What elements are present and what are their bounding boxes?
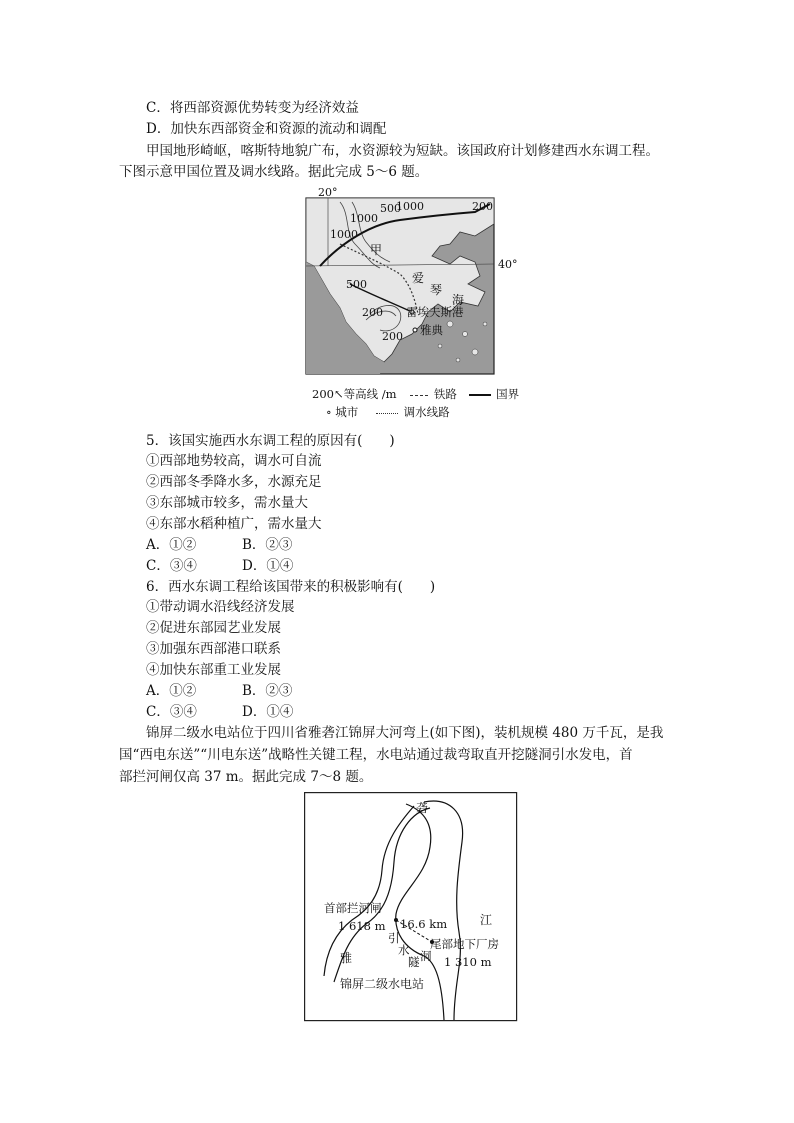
contour-label-8: 200 (382, 330, 403, 343)
port-label: 雷埃夫斯港 (406, 305, 464, 319)
legend-row-2 (326, 404, 450, 420)
q5-item-4: ④东部水稻种植广，需水量大 (146, 516, 322, 532)
q6-option-a[interactable]: A．①② (146, 683, 197, 699)
option-d-prev: D．加快东西部资金和资源的流动和调配 (146, 121, 387, 137)
contour-label-7: 200 (362, 306, 383, 319)
contour-label-5: 200 (472, 200, 493, 213)
option-c-prev: C．将西部资源优势转变为经济效益 (146, 100, 359, 116)
greece-map (300, 184, 526, 380)
border-icon (469, 394, 491, 396)
intro1-line1: 甲国地形崎岖，喀斯特地貌广布，水资源较为短缺。该国政府计划修建西水东调工程。 (146, 143, 659, 159)
legend-city: 城市 (335, 405, 359, 419)
q5-option-b[interactable]: B．②③ (242, 537, 293, 553)
q5-item-3: ③东部城市较多，需水量大 (146, 495, 308, 511)
q6-item-1: ①带动调水沿线经济发展 (146, 599, 295, 615)
sea-char-2: 琴 (430, 283, 443, 297)
q5-item-2: ②西部冬季降水多，水源充足 (146, 474, 322, 490)
contour-label-2: 1000 (330, 228, 358, 241)
q5-item-1: ①西部地势较高，调水可自流 (146, 453, 322, 469)
legend-route: 调水线路 (403, 405, 450, 419)
tunnel-char-3: 隧 (408, 955, 420, 969)
q6-option-c[interactable]: C．③④ (146, 704, 197, 720)
q5-option-d[interactable]: D．①④ (242, 558, 294, 574)
legend-border: 国界 (496, 387, 520, 401)
railway-icon (410, 395, 428, 396)
river-char-right: 江 (480, 913, 493, 927)
station-label: 锦屏二级水电站 (340, 977, 425, 991)
country-label: 甲 (370, 243, 383, 257)
legend-contour: 200↖等高线 /m (312, 387, 397, 401)
plant-elevation: 1 310 m (444, 955, 492, 969)
tunnel-length: 16.6 km (400, 917, 448, 931)
q5-option-c[interactable]: C．③④ (146, 558, 197, 574)
q6-stem: 6．西水东调工程给该国带来的积极影响有( ) (146, 579, 436, 595)
q5-option-a[interactable]: A．①② (146, 537, 197, 553)
q6-item-3: ③加强东西部港口联系 (146, 641, 281, 657)
city-label: 雅典 (420, 323, 443, 337)
q5-stem: 5．该国实施西水东调工程的原因有( ) (146, 433, 395, 449)
contour-label-1: 1000 (350, 212, 378, 225)
legend-railway: 铁路 (433, 387, 457, 401)
q6-option-d[interactable]: D．①④ (242, 704, 294, 720)
legend-row-1 (312, 386, 519, 402)
jinping-map (304, 792, 518, 1022)
contour-label-6: 500 (346, 278, 367, 291)
intro2-line1: 锦屏二级水电站位于四川省雅砻江锦屏大河弯上(如下图)，装机规模 480 万千瓦，是我 (146, 725, 664, 741)
sea-char-3: 海 (452, 293, 465, 307)
river-char-left: 雅 (340, 951, 353, 965)
q6-option-b[interactable]: B．②③ (242, 683, 293, 699)
sea-char-1: 爱 (412, 271, 425, 285)
intro2-line2: 国“西电东送”“川电东送”战略性关键工程，水电站通过裁弯取直开挖隧洞引水发电，首 (119, 747, 633, 763)
q6-item-4: ④加快东部重工业发展 (146, 662, 281, 678)
contour-label-4: 500 (380, 202, 401, 215)
intro2-line3: 部拦河闸仅高 37 m。据此完成 7～8 题。 (119, 769, 373, 785)
route-icon (376, 413, 398, 414)
tunnel-char-1: 引 (388, 931, 400, 945)
gate-elevation: 1 618 m (338, 919, 386, 933)
intro1-line2: 下图示意甲国位置及调水线路。据此完成 5～6 题。 (119, 164, 429, 180)
tunnel-char-4: 洞 (420, 949, 432, 963)
river-char-top: 砻 (416, 801, 429, 815)
q6-item-2: ②促进东部园艺业发展 (146, 620, 281, 636)
tunnel-char-2: 水 (398, 943, 410, 957)
jinping-map-svg (304, 792, 518, 1022)
greece-map-svg (300, 184, 526, 380)
plant-label: 尾部地下厂房 (430, 937, 499, 951)
lat-40-label: 40° (498, 258, 518, 271)
gate-label: 首部拦河闸 (324, 901, 382, 915)
lat-20-label: 20° (318, 186, 338, 199)
contour-label-3: 1000 (396, 200, 424, 213)
city-dot-icon: ∘ (326, 405, 332, 419)
